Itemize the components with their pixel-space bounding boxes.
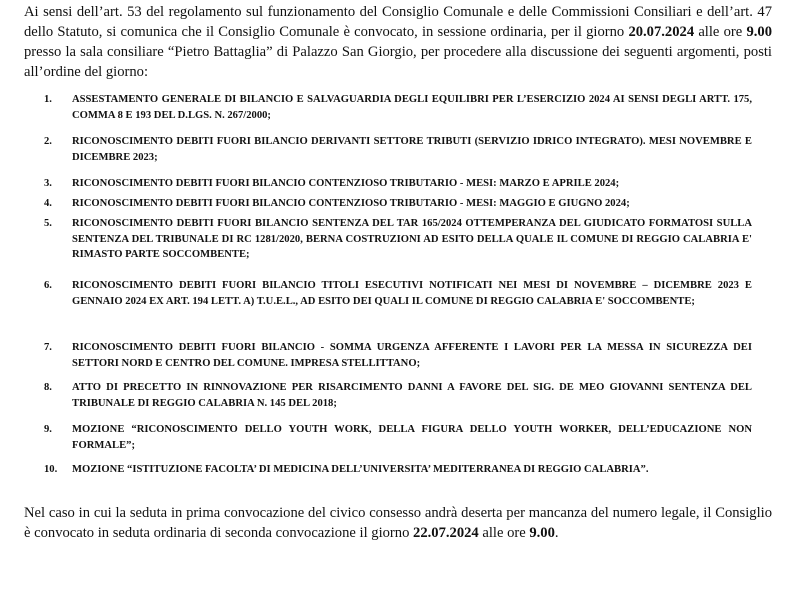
- agenda-item-number: 8.: [44, 382, 52, 393]
- agenda-item-number: 6.: [44, 280, 52, 291]
- outro-paragraph: [24, 503, 772, 543]
- outro-text: Nel caso in cui la seduta in prima convocazione del civico consesso andrà deserta per mancanza del numero legale, il Consiglio è convocato in seduta ordinaria di seconda convocazione il giorno: [24, 505, 772, 541]
- second-meeting-time: 9.00: [529, 525, 555, 541]
- agenda-item-number: 5.: [44, 218, 52, 229]
- agenda-item-number: 7.: [44, 342, 52, 353]
- meeting-time: 9.00: [746, 24, 772, 40]
- second-meeting-date: 22.07.2024: [413, 525, 479, 541]
- agenda-item-number: 1.: [44, 94, 52, 105]
- agenda-item-text: RICONOSCIMENTO DEBITI FUORI BILANCIO TITOLI ESECUTIVI NOTIFICATI NEI MESI DI NOVEMBRE – DICEMBRE 2023 E GENNAIO 2024 EX ART. 194 LETT. A) T.U.E.L., AD ESITO DEI QUALI IL COMUNE DI REGGIO CALABRIA E' SOCCOMBENTE;: [72, 280, 752, 307]
- agenda-item-number: 3.: [44, 178, 52, 189]
- agenda-item-text: MOZIONE “RICONOSCIMENTO DELLO YOUTH WORK, DELLA FIGURA DELLO YOUTH WORKER, DELL’EDUCAZIONE NON FORMALE”;: [72, 424, 752, 451]
- agenda-item-text: ASSESTAMENTO GENERALE DI BILANCIO E SALVAGUARDIA DEGLI EQUILIBRI PER L’ESERCIZIO 2024 AI SENSI DEGLI ARTT. 175, COMMA 8 E 193 DEL D.LGS. N. 267/2000;: [72, 94, 752, 121]
- agenda-item-text: ATTO DI PRECETTO IN RINNOVAZIONE PER RISARCIMENTO DANNI A FAVORE DEL SIG. DE MEO GIOVANNI SENTENZA DEL TRIBUNALE DI REGGIO CALABRIA N. 145 DEL 2018;: [72, 382, 752, 409]
- agenda-item-text: RICONOSCIMENTO DEBITI FUORI BILANCIO CONTENZIOSO TRIBUTARIO - MESI: MARZO E APRILE 2024;: [72, 178, 620, 189]
- agenda-item-text: MOZIONE “ISTITUZIONE FACOLTA’ DI MEDICINA DELL’UNIVERSITA’ MEDITERRANEA DI REGGIO CALABRIA”.: [72, 464, 649, 475]
- agenda-item-number: 2.: [44, 136, 52, 147]
- agenda-item-number: 10.: [44, 464, 58, 475]
- agenda-item-text: RICONOSCIMENTO DEBITI FUORI BILANCIO DERIVANTI SETTORE TRIBUTI (SERVIZIO IDRICO INTEGRATO). MESI NOVEMBRE E DICEMBRE 2023;: [72, 136, 752, 163]
- intro-text-end: presso la sala consiliare “Pietro Battaglia” di Palazzo San Giorgio, per procedere alla discussione dei seguenti argomenti, posti all’ordine del giorno:: [24, 44, 772, 80]
- meeting-date: 20.07.2024: [628, 24, 695, 40]
- agenda-item-text: RICONOSCIMENTO DEBITI FUORI BILANCIO CONTENZIOSO TRIBUTARIO - MESI: MAGGIO E GIUGNO 2024;: [72, 198, 630, 209]
- outro-text-end: .: [554, 525, 559, 541]
- intro-text: Ai sensi dell’art. 53 del regolamento sul funzionamento del Consiglio Comunale e delle Commissioni Consiliari e dell’art. 47 dello Statuto, si comunica che il Consiglio Comunale è convocato, in sessione ordinaria, per il giorno: [24, 4, 772, 40]
- intro-paragraph: [24, 2, 772, 82]
- agenda-item-text: RICONOSCIMENTO DEBITI FUORI BILANCIO - SOMMA URGENZA AFFERENTE I LAVORI PER LA MESSA IN SICUREZZA DEI SETTORI NORD E CENTRO DEL COMUNE. IMPRESA STELLITTANO;: [72, 342, 752, 369]
- outro-text-time-prefix: alle ore: [478, 525, 530, 541]
- agenda-item-number: 9.: [44, 424, 52, 435]
- agenda-item-number: 4.: [44, 198, 52, 209]
- agenda-item-text: RICONOSCIMENTO DEBITI FUORI BILANCIO SENTENZA DEL TAR 165/2024 OTTEMPERANZA DEL GIUDICATO FORMATOSI SULLA SENTENZA DEL TRIBUNALE DI RC 1281/2020, BERNA COSTRUZIONI AD ESITO DELLA QUALE IL COMUNE DI REGGIO CALABRIA E' RIMASTO PARTE SOCCOMBENTE;: [72, 218, 752, 260]
- intro-text-time-prefix: alle ore: [694, 24, 747, 40]
